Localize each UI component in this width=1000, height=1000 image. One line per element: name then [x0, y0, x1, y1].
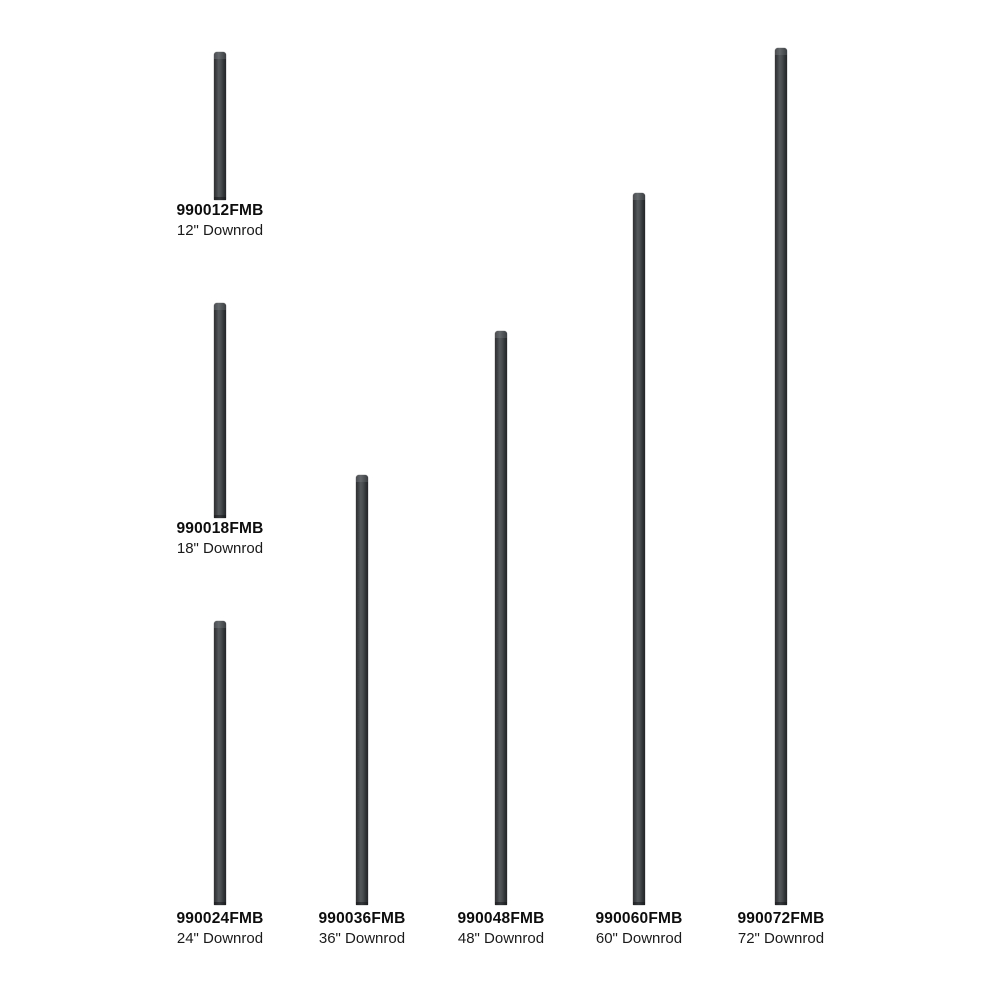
downrod-caption [176, 520, 263, 558]
downrod-sku: 990036FMB [318, 910, 406, 927]
downrod-sku: 990012FMB [176, 202, 264, 219]
downrod-rod-icon [214, 52, 226, 200]
downrod-caption [176, 910, 263, 948]
downrod-rod-icon [214, 303, 226, 518]
downrod-description: 60" Downrod [595, 930, 683, 948]
downrod-item [110, 52, 330, 240]
downrod-rod-icon [633, 193, 645, 905]
downrod-description: 12" Downrod [176, 222, 264, 240]
downrod-rod-icon [356, 475, 368, 905]
downrod-sku: 990048FMB [457, 910, 545, 927]
downrod-item [671, 48, 891, 948]
downrod-description: 18" Downrod [176, 540, 264, 558]
downrod-caption [595, 910, 682, 948]
downrod-caption [176, 202, 263, 240]
downrod-sku: 990060FMB [595, 910, 683, 927]
downrod-description: 72" Downrod [737, 930, 825, 948]
downrod-sku: 990072FMB [737, 910, 825, 927]
downrod-sku: 990024FMB [176, 910, 264, 927]
downrod-description: 24" Downrod [176, 930, 264, 948]
downrod-rod-icon [214, 621, 226, 905]
downrod-sku: 990018FMB [176, 520, 264, 537]
downrod-description: 48" Downrod [457, 930, 545, 948]
downrod-description: 36" Downrod [318, 930, 406, 948]
downrod-caption [737, 910, 824, 948]
downrod-rod-icon [495, 331, 507, 905]
downrod-rod-icon [775, 48, 787, 905]
